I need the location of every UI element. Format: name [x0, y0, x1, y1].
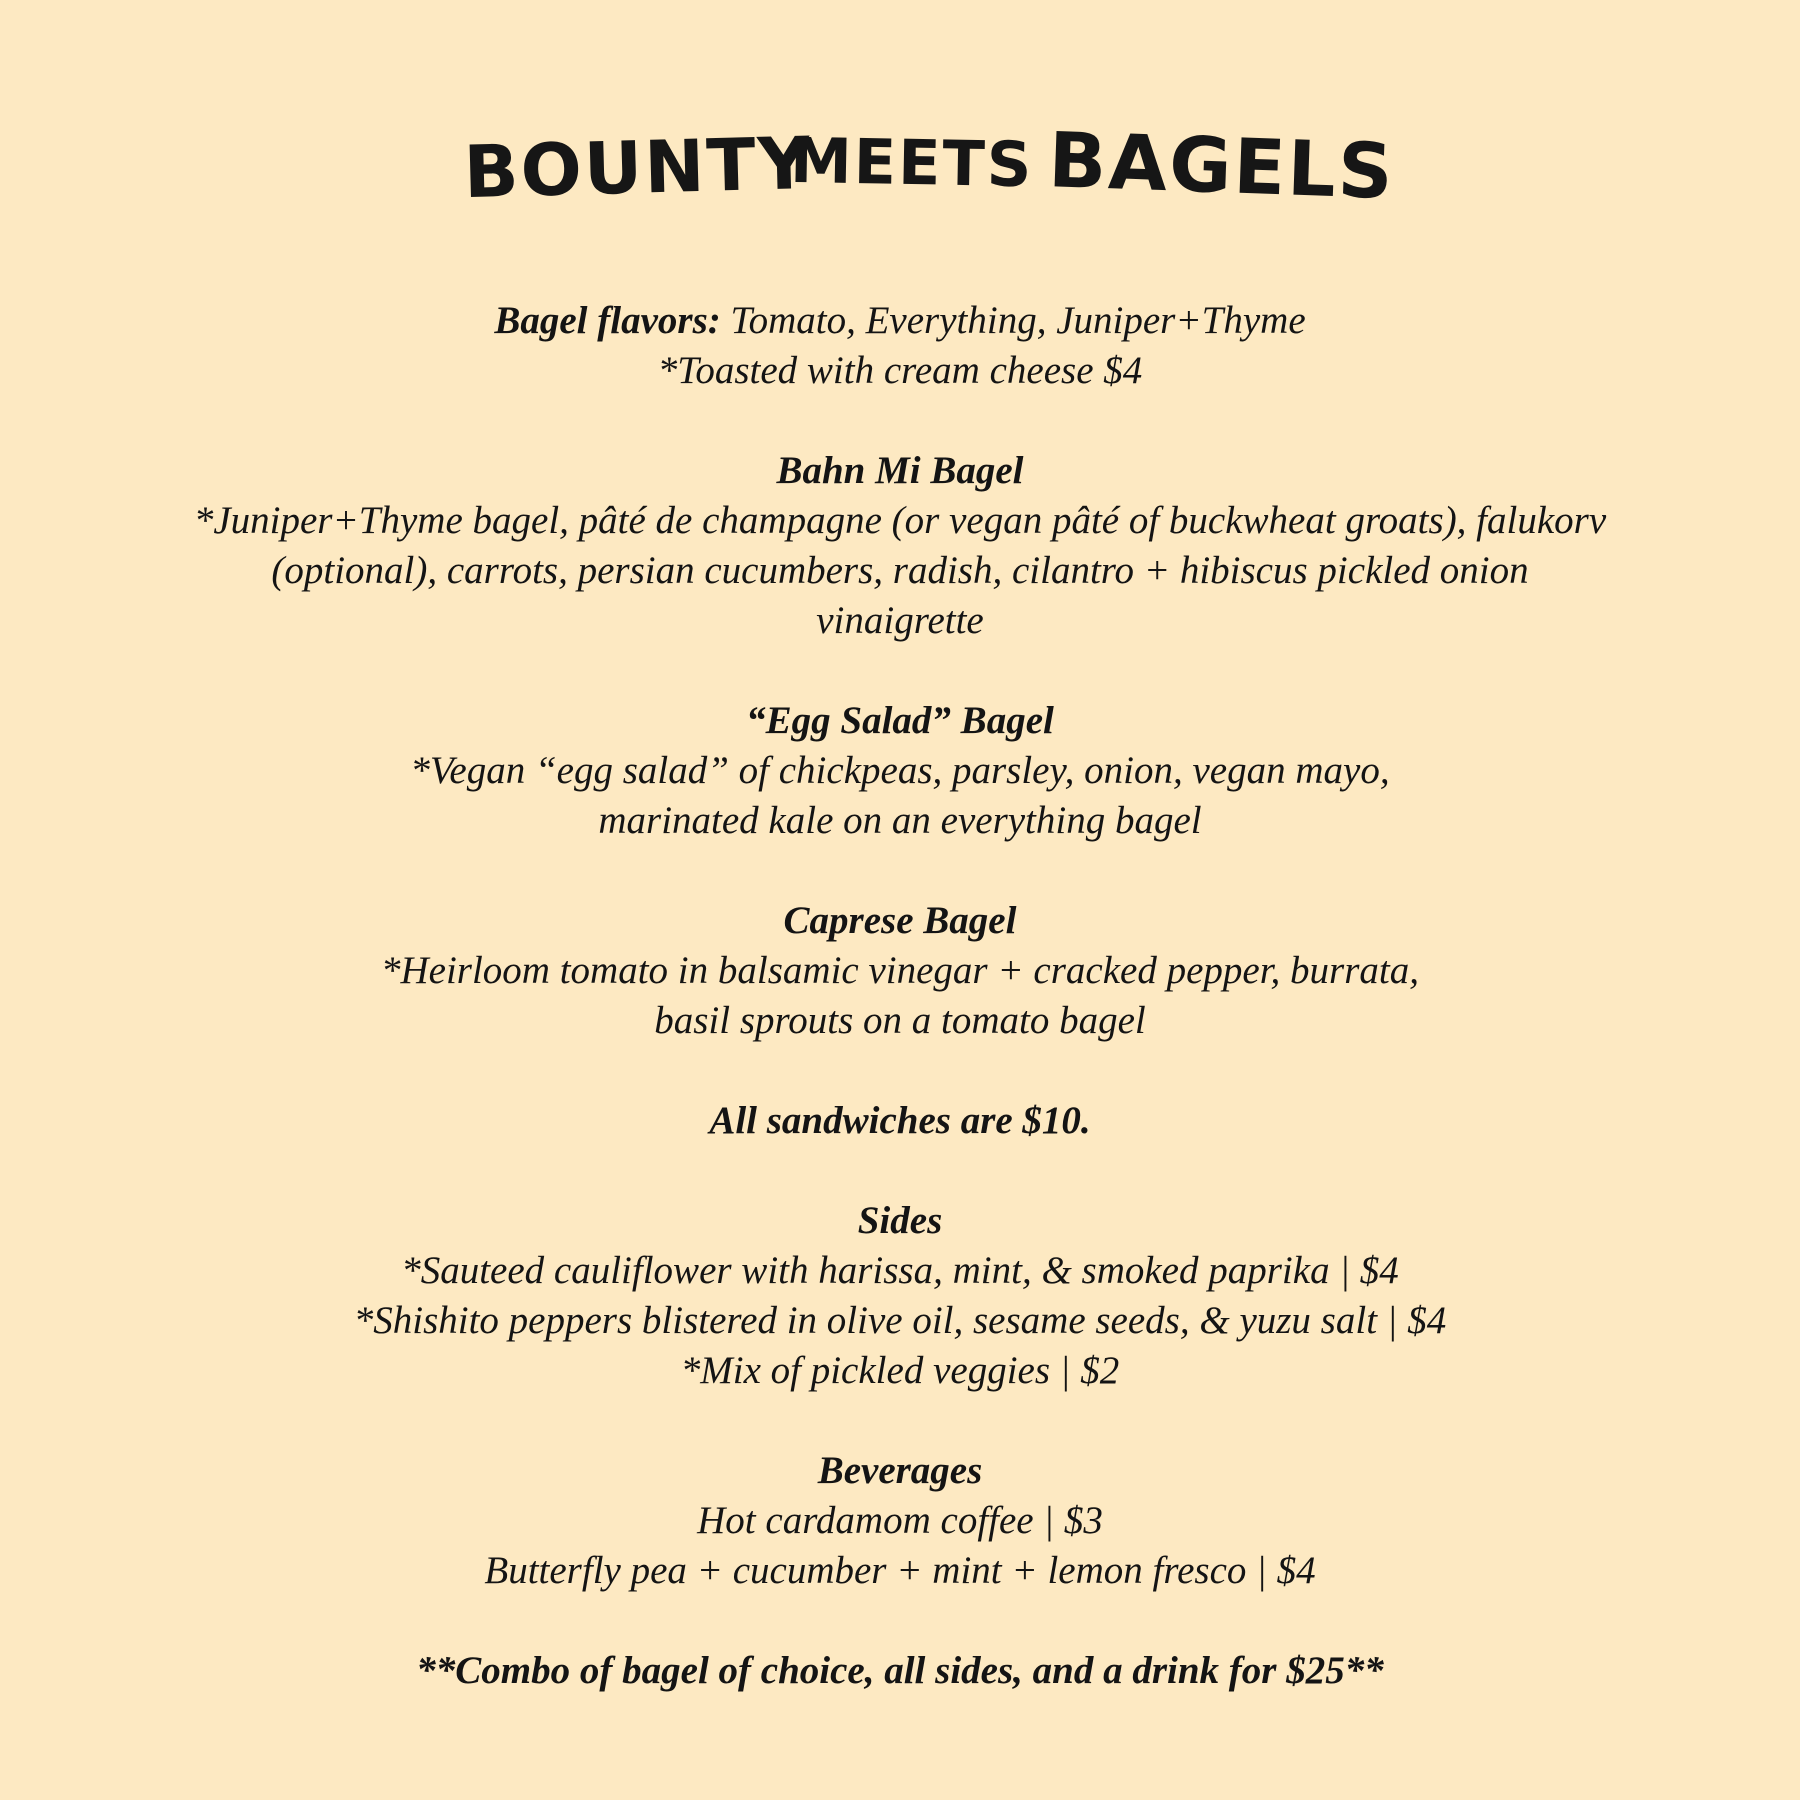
sandwich-name: Bahn Mi Bagel — [776, 449, 1024, 492]
bagel-flavors-list: Tomato, Everything, Juniper+Thyme — [730, 299, 1306, 342]
sandwich-name: “Egg Salad” Bagel — [746, 699, 1054, 742]
hand-lettered-title — [460, 108, 1397, 238]
sandwich-bahn-mi — [0, 446, 1800, 646]
sandwich-price-note: All sandwiches are $10. — [709, 1099, 1091, 1142]
bagel-flavors-line — [0, 296, 1800, 346]
side-item: *Sauteed cauliflower with harissa, mint, & smoked paprika | $4 — [401, 1249, 1399, 1292]
toasted-option: *Toasted with cream cheese $4 — [657, 349, 1143, 392]
beverages-heading: Beverages — [817, 1449, 983, 1492]
sandwich-name: Caprese Bagel — [783, 899, 1017, 942]
beverages-section — [0, 1446, 1800, 1596]
side-item: *Mix of pickled veggies | $2 — [680, 1349, 1120, 1392]
sandwich-description-line: marinated kale on an everything bagel — [598, 799, 1202, 842]
sides-heading: Sides — [857, 1199, 943, 1242]
menu-body — [0, 296, 1800, 1696]
sandwich-description-line: vinaigrette — [816, 599, 984, 642]
bagel-flavors-label: Bagel flavors: — [494, 299, 721, 342]
sandwich-caprese — [0, 896, 1800, 1046]
svg-text:BOUNTY: BOUNTY — [462, 121, 813, 215]
sides-section — [0, 1196, 1800, 1396]
svg-text:MEETS: MEETS — [789, 123, 1035, 202]
beverage-item: Hot cardamom coffee | $3 — [697, 1499, 1103, 1542]
svg-text:BAGELS: BAGELS — [1047, 115, 1397, 217]
sandwich-description-line: *Juniper+Thyme bagel, pâté de champagne (or vegan pâté of buckwheat groats), falukorv — [193, 499, 1607, 542]
sandwich-description-line: *Vegan “egg salad” of chickpeas, parsley, onion, vegan mayo, — [410, 749, 1390, 792]
combo-offer: **Combo of bagel of choice, all sides, and a drink for $25** — [416, 1649, 1384, 1692]
menu-title — [0, 108, 1800, 238]
side-item: *Shishito peppers blistered in olive oil, sesame seeds, & yuzu salt | $4 — [353, 1299, 1447, 1342]
beverage-item: Butterfly pea + cucumber + mint + lemon fresco | $4 — [484, 1549, 1316, 1592]
sandwich-description-line: *Heirloom tomato in balsamic vinegar + cracked pepper, burrata, — [380, 949, 1419, 992]
sandwich-egg-salad — [0, 696, 1800, 846]
bagel-flavors-section — [0, 296, 1800, 396]
sandwich-description-line: (optional), carrots, persian cucumbers, radish, cilantro + hibiscus pickled onion — [271, 549, 1529, 592]
sandwich-description-line: basil sprouts on a tomato bagel — [654, 999, 1146, 1042]
